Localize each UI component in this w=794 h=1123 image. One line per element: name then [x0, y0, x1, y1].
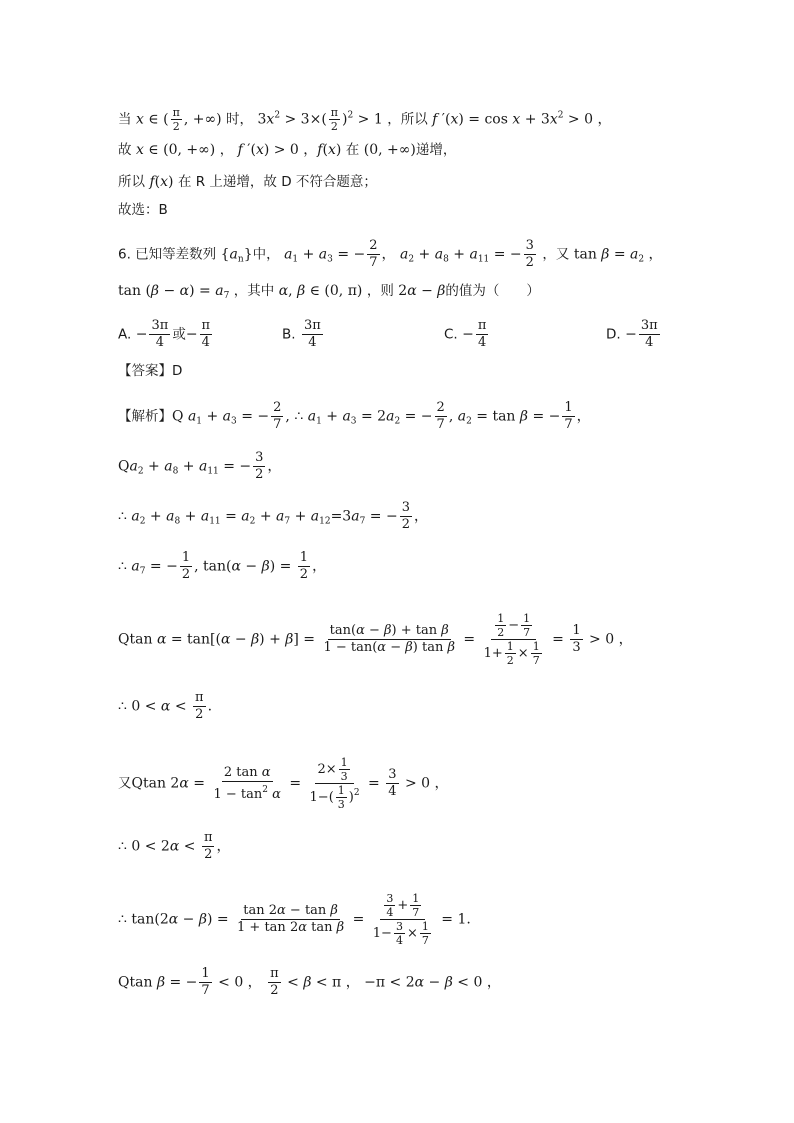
- intro-text: ，: [219, 142, 234, 158]
- solution-line-3: ∴ $a_2 + a_8 + a_{11} = a_2 + a_7 + a_{12}=3a_7$ = − $\frac{3}{2}$ ，: [118, 500, 428, 532]
- problem-number: 6. 已知等差数列: [118, 246, 217, 263]
- intro-text: ，所以: [387, 111, 428, 128]
- problem-text: ，又: [542, 246, 570, 263]
- solution-line-5: Qtan α = tan[(α − β) + β] = $\frac{\text{tan(α − β) + tan β}}{\text{1 − tan(α − β) tan β}}$ = $\frac{1}{2}$ − $\frac{1}{7}$ 1+ $\frac{1}{2}$ × $\frac{1}{7}$ = $\frac{1}{3}$ > 0 ，: [118, 612, 633, 667]
- option-c[interactable]: C. − $\frac{\pi}{4}$: [444, 318, 487, 350]
- intro-text: 时，: [226, 111, 254, 128]
- intro-text: 在: [345, 142, 360, 158]
- solution-line-10: Qtan β = − $\frac{1}{7}$ < 0 ， $\frac{\pi}{2}$ < β < π ， −π < 2α − β < 0 ，: [118, 966, 501, 998]
- problem-statement-line-1: 6. 已知等差数列 $\{a_n\}$中， $a_1 + a_3$ = − $\frac{2}{7}$ ， $a_2 + a_8 + a_{11}$ = − $\frac{3}{2}$ ，又 $\tan \beta = a_2$ ，: [118, 238, 663, 270]
- solution-line-4: ∴ $a_7$ = − $\frac{1}{2}$ , tan(α − β) = $\frac{1}{2}$ ，: [118, 550, 327, 582]
- intro-text: 当: [118, 111, 132, 128]
- intro-text: 所以: [118, 174, 145, 190]
- solution-label: 【解析】: [118, 408, 172, 425]
- solution-line-1: 【解析】Q $a_1 + a_3$ = − $\frac{2}{7}$ , ∴ $a_1 + a_3 = 2a_2$ = − $\frac{2}{7}$ , $a_2 = \tan \beta$ = − $\frac{1}{7}$ ，: [118, 400, 591, 432]
- solution-line-8: ∴ 0 < 2α < $\frac{\pi}{2}$ ，: [118, 830, 231, 862]
- intro-line-3: 所以 f(x) 在 R 上递增，故 D 不符合题意；: [118, 174, 377, 190]
- problem-text: ，则: [366, 283, 394, 299]
- problem-text: 的值为（ ）: [445, 283, 540, 299]
- problem-text: 中，: [252, 246, 280, 263]
- intro-line-1: 当 x ∈ ( $\frac{\pi}{2}$ , +∞) 时， $3x^2 > 3\times$( $\frac{\pi}{2}$ )$^2$ > 1 ，所以 f $'(x) = \cos x + 3x^2 > 0$ ，: [118, 106, 612, 133]
- answer-label: 【答案】D: [118, 363, 183, 379]
- solution-line-7: 又Qtan 2α = $\frac{\text{2 tan α}}{1 - \tan^2 \alpha}$ = 2× $\frac{1}{3}$ 1−( $\frac{1}{3}$ )$^2$ = $\frac{3}{4}$ > 0 ，: [118, 756, 449, 811]
- option-b[interactable]: B. $\frac{3\pi}{4}$: [282, 318, 321, 350]
- option-a[interactable]: A. − $\frac{3\pi}{4}$ 或− $\frac{\pi}{4}$: [118, 318, 211, 350]
- problem-statement-line-2: $\tan (\beta - \alpha) = a_7$ ，其中 α, β ∈ (0, π) ，则 2α − β的值为（ ）: [118, 283, 540, 301]
- option-d[interactable]: D. − $\frac{3\pi}{4}$: [606, 318, 658, 350]
- intro-text: 在 R 上递增，故 D 不符合题意；: [177, 174, 377, 190]
- intro-text: 故: [118, 142, 132, 158]
- solution-line-9: ∴ tan(2α − β) = $\frac{\text{tan 2α − tan β}}{\text{1 + tan 2α tan β}}$ = $\frac{3}{4}$ + $\frac{1}{7}$ 1− $\frac{3}{4}$ × $\frac{1}{7}$ = 1.: [118, 892, 471, 947]
- solution-line-2: $Qa_2 + a_8 + a_{11}$ = − $\frac{3}{2}$ ，: [118, 450, 282, 482]
- intro-line-4: 故选：B: [118, 202, 168, 218]
- intro-line-2: 故 x ∈ (0, +∞) ， f ′(x) > 0 ，f(x) 在 (0, +∞)递增，: [118, 142, 457, 158]
- problem-text: ，其中: [233, 283, 275, 299]
- intro-text: 递增，: [415, 142, 457, 158]
- solution-line-6: ∴ 0 < α < $\frac{\pi}{2}$ .: [118, 690, 213, 722]
